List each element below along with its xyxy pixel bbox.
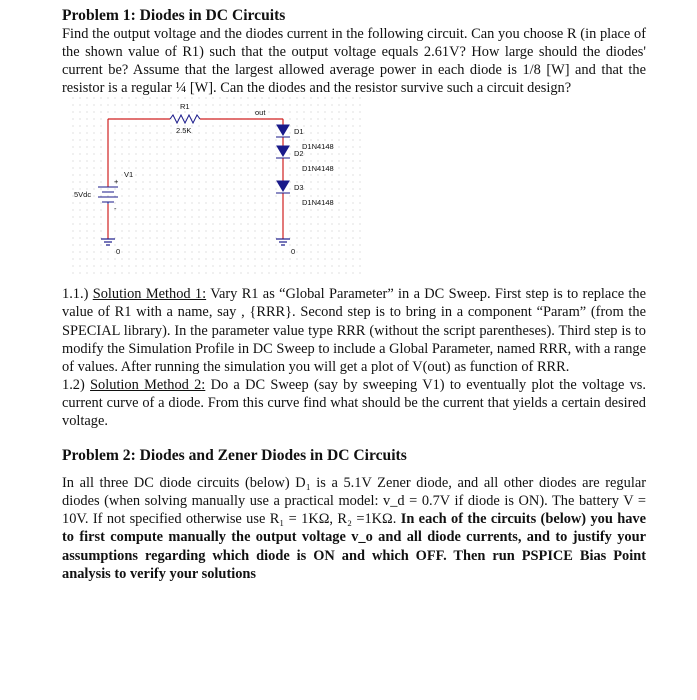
problem1-title: Problem 1: Diodes in DC Circuits [62,7,286,24]
d1-label: D1 [294,127,304,137]
problem2-title: Problem 2: Diodes and Zener Diodes in DC Circuits [62,447,407,465]
m2-label: Solution Method 2: [90,376,206,393]
source-value: 5Vdc [74,190,92,200]
m2-text: Do a DC Sweep (say by sweeping V1) to eventually plot the voltage vs. current curve of a diode. From this curve find what should be the current that yields a certain desired voltage. [62,376,646,430]
problem2-text [62,474,646,583]
d3-part: D1N4148 [302,198,334,208]
m1-label: Solution Method 1: [92,286,207,303]
m2-prefix: 1.2) [62,376,91,393]
d3-label: D3 [294,183,304,193]
m1-text: Vary R1 as “Global Parameter” in a DC Sweep. First step is to replace the value of R1 with a name, say , {RRR}. Second step is to bring in a component “Param” (from the SPECIAL library). In the parameter value type RRR (without the script parentheses). Third step is to modify the Simulation Profile in DC Sweep to include a Global Parameter, named RRR, with a range of values. After running the simulation you will get a plot of V(out) as function of RRR. [62,286,647,375]
ground-right-label: 0 [291,247,296,257]
solution-method-2 [62,376,646,430]
circuit-svg [72,97,362,277]
d2-label: D2 [294,149,304,159]
d1-part: D1N4148 [302,142,334,152]
document-page [62,6,646,583]
out-label: out [255,108,266,118]
d2-part: D1N4148 [302,164,334,174]
r1-label: R1 [180,102,190,112]
problem1-text: Find the output voltage and the diodes current in the following circuit. Can you choose R (in place of the shown value of R1) such that the output voltage equals 2.61V? How large should the diodes' current be? Assume that the largest allowed average power in each diode is 1/8 [W] and that the resistor is a regular ¼ [W]. Can the diodes and the resistor survive such a circuit design? [62,26,646,97]
problem2-text-normal: In all three DC diode circuits (below) D₁ is a 5.1V Zener diode, and all other diodes are regular diodes (when solving manually use a practical model: v_d = 0.7V if diode is ON). The battery V = 10V. If not specified otherwise use R₁ = 1KΩ, R₂ =1KΩ. [62,475,646,528]
problem2-text-bold: In each of the circuits (below) you have to first compute manually the output voltage v_o and all diode currents, and to justify your assumptions regarding which diode is ON and which OFF. Then run PSPICE Bias Point analysis to verify your solutions [62,511,646,582]
plus-sign: + [114,177,119,187]
m1-prefix: 1.1.) [62,286,93,303]
v1-label: V1 [124,170,134,180]
minus-sign: - [114,204,117,214]
ground-left-label: 0 [116,247,121,257]
solution-section [62,285,646,430]
solution-method-1 [62,285,646,375]
circuit-schematic [72,97,362,277]
r1-value: 2.5K [176,126,192,136]
